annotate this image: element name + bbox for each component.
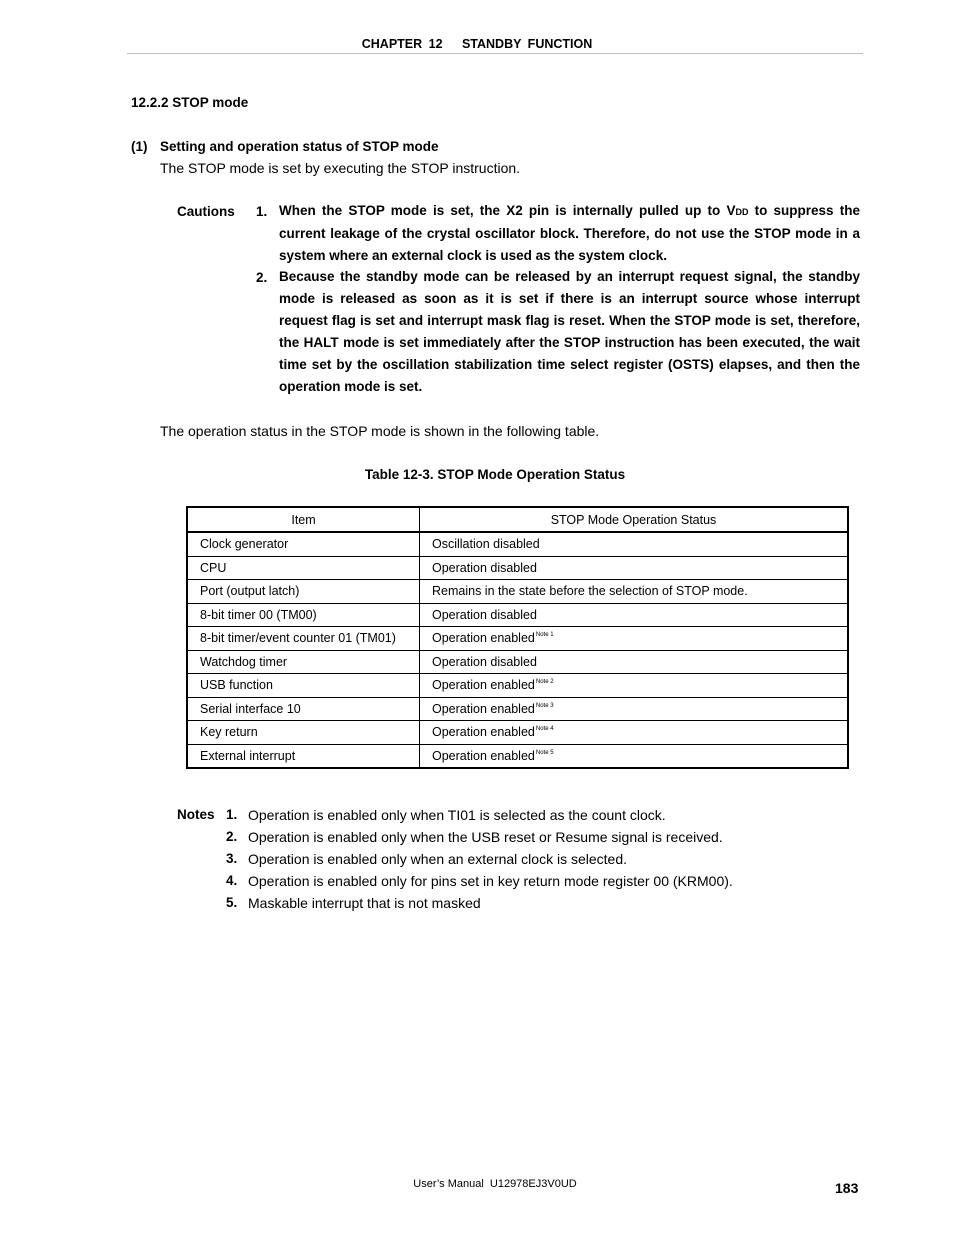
status-text: Oscillation disabled (432, 537, 540, 552)
caution-text: Because the standby mode can be released by an interrupt request signal, the standby mode is released as soon as it is set if there is an interrupt source whose interrupt request flag is set and interrupt mask flag is reset. When the STOP mode is set, therefore, the HALT mode is set immediately after the STOP instruction has been executed, the wait time set by the oscillation stabilization time select register (OSTS) elapses, and then the operation mode is set. (279, 269, 860, 394)
status-text: Remains in the state before the selection of STOP mode. (432, 584, 748, 599)
note-text: Maskable interrupt that is not masked (248, 895, 481, 911)
operation-status-table (186, 506, 849, 769)
item-cell: Port (output latch) (187, 580, 420, 604)
note-number: 5. (226, 895, 238, 910)
status-cell (420, 627, 849, 651)
status-text: Operation disabled (432, 560, 537, 575)
note-number: 3. (226, 851, 238, 866)
subsection-number: (1) (131, 139, 148, 154)
note-text: Operation is enabled only when TI01 is selected as the count clock. (248, 807, 666, 823)
note-text: Operation is enabled only when the USB reset or Resume signal is received. (248, 829, 723, 845)
page-number: 183 (835, 1180, 859, 1196)
item-cell: 8-bit timer/event counter 01 (TM01) (187, 627, 420, 651)
status-text: Operation enabled (432, 725, 535, 740)
table-row (187, 721, 848, 745)
note-text: Operation is enabled only for pins set in key return mode register 00 (KRM00). (248, 873, 733, 889)
subsection-title: Setting and operation status of STOP mode (160, 139, 439, 154)
item-cell: Serial interface 10 (187, 697, 420, 721)
table-row (187, 556, 848, 580)
cautions-label: Cautions (177, 204, 235, 219)
status-cell (420, 580, 849, 604)
item-cell: External interrupt (187, 744, 420, 768)
note-text: Operation is enabled only when an external clock is selected. (248, 851, 627, 867)
item-cell: 8-bit timer 00 (TM00) (187, 603, 420, 627)
notes-label: Notes (177, 807, 215, 822)
status-text: Operation enabled (432, 631, 535, 646)
status-cell (420, 697, 849, 721)
status-intro: The operation status in the STOP mode is shown in the following table. (160, 423, 600, 439)
note-reference: Note 4 (535, 726, 554, 733)
item-cell: Clock generator (187, 532, 420, 556)
item-cell: CPU (187, 556, 420, 580)
note-number: 4. (226, 873, 238, 888)
section-heading: 12.2.2 STOP mode (131, 95, 249, 110)
table-row (187, 650, 848, 674)
status-text: Operation enabled (432, 748, 535, 763)
item-cell: USB function (187, 674, 420, 698)
note-reference: Note 1 (535, 632, 554, 639)
item-cell: Key return (187, 721, 420, 745)
status-cell (420, 532, 849, 556)
running-header: CHAPTER 12 STANDBY FUNCTION (361, 37, 593, 51)
note-reference: Note 3 (535, 702, 554, 709)
table-row (187, 627, 848, 651)
caution-text-part: to suppress the current leakage of the crystal oscillator block. Therefore, do not use the STOP mode in a system where an external clock is used as the system clock. (279, 203, 860, 263)
status-text: Operation disabled (432, 654, 537, 669)
header-rule (127, 53, 863, 54)
status-cell (420, 721, 849, 745)
table-row (187, 603, 848, 627)
caution-text (279, 200, 860, 267)
table-row (187, 697, 848, 721)
subsection-intro: The STOP mode is set by executing the STOP instruction. (160, 160, 521, 176)
caution-number: 2. (256, 270, 268, 285)
status-cell (420, 744, 849, 768)
table-row (187, 532, 848, 556)
note-number: 2. (226, 829, 238, 844)
column-header: STOP Mode Operation Status (420, 507, 849, 532)
status-text: Operation enabled (432, 678, 535, 693)
table-row (187, 580, 848, 604)
status-cell (420, 603, 849, 627)
table-row (187, 674, 848, 698)
table-header-row (187, 507, 848, 532)
footer-manual-id: User’s Manual U12978EJ3V0UD (413, 1178, 577, 1190)
caution-number: 1. (256, 204, 268, 219)
status-text: Operation enabled (432, 701, 535, 716)
column-header: Item (187, 507, 420, 532)
caution-text-part: When the STOP mode is set, the X2 pin is internally pulled up to V (279, 203, 736, 218)
note-reference: Note 2 (535, 679, 554, 686)
status-cell (420, 650, 849, 674)
status-cell (420, 556, 849, 580)
item-cell: Watchdog timer (187, 650, 420, 674)
table-row (187, 744, 848, 768)
table-title: Table 12-3. STOP Mode Operation Status (364, 467, 626, 482)
note-number: 1. (226, 807, 238, 822)
status-text: Operation disabled (432, 607, 537, 622)
status-cell (420, 674, 849, 698)
note-reference: Note 5 (535, 749, 554, 756)
vdd-subscript: DD (735, 207, 749, 217)
